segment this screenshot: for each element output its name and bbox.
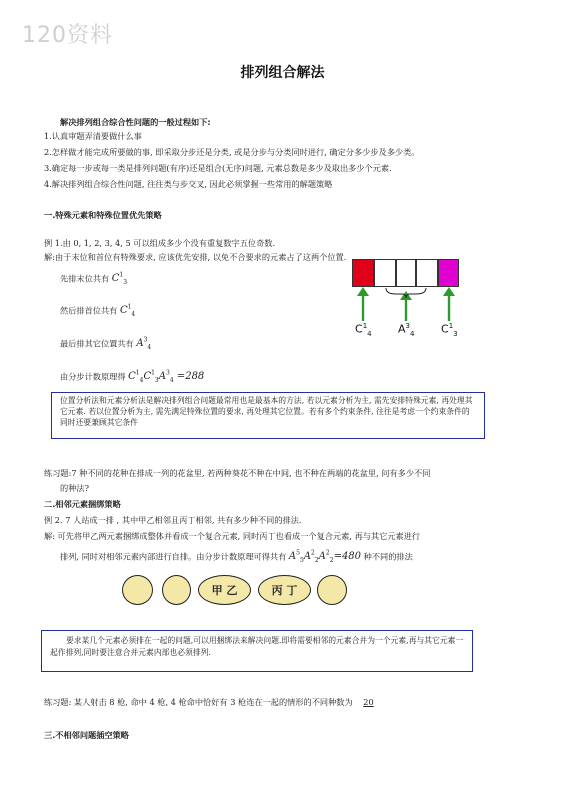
slot-last xyxy=(438,259,459,287)
oval-jia-yi: 甲 乙 xyxy=(198,575,251,605)
intro-step-4: 4.解决排列组合综合性问题, 往往类与步交叉, 因此必须掌握一些常用的解题策略 xyxy=(44,179,333,189)
step-4-result: =288 xyxy=(176,371,205,383)
step-4-formula: $C^1_4C^1_3A^3_4 =288$ xyxy=(128,370,205,385)
exercise-1-line-2: 的种法? xyxy=(60,483,89,493)
step-1-formula: $C^1_3$ xyxy=(111,272,128,287)
step-3-text xyxy=(60,335,151,353)
arrow-layer xyxy=(340,286,480,326)
example-1: 例 1.由 0, 1, 2, 3, 4, 5 可以组成多少个没有重复数字五位奇数. xyxy=(44,238,276,248)
arrow-first xyxy=(357,287,369,321)
step-1-text xyxy=(60,270,127,288)
tip-text-2: 要求某几个元素必须排在一起的问题,可以用捆绑法来解决问题.即将需要相邻的元素合并为一个元素,再与其它元素一起作排列,同时要注意合并元素内部也必须排列. xyxy=(50,636,464,657)
solution-2-formula: $A^5_5A^2_2A^2_2=480$ xyxy=(288,550,362,565)
oval-5 xyxy=(317,575,347,605)
exercise-2 xyxy=(44,697,382,708)
arrow-last xyxy=(443,287,455,321)
oval-1 xyxy=(122,575,153,605)
step-2-text xyxy=(60,302,135,320)
label-last: $C^1_3$ xyxy=(441,322,458,338)
step-1-label: 先排末位共有 xyxy=(60,273,110,284)
exercise-1-line-1: 练习题:7 种不同的花种在排成一列的花盆里, 若两种葵花不种在中间, 也不种在两端的花盆里, 问有多少不同 xyxy=(44,468,431,478)
solution-1: 解:由于末位和首位有特殊要求, 应该优先安排, 以免不合要求的元素占了这两个位置. xyxy=(44,252,347,262)
tip-box-2 xyxy=(41,630,473,672)
solution-2-tail: 种不同的排法 xyxy=(363,551,413,562)
section3-heading: 三.不相邻问题插空策略 xyxy=(44,730,129,740)
example-2: 例 2. 7 人站成一排 , 其中甲乙相邻且丙丁相邻, 共有多少种不同的排法. xyxy=(44,515,302,525)
slot-4 xyxy=(416,259,438,287)
step-3-formula: $A^3_4$ xyxy=(136,337,152,352)
intro-step-1: 1.认真审题弄清要做什么事 xyxy=(44,131,142,141)
step-2-formula: $C^1_4$ xyxy=(119,304,136,319)
exercise-2-text: 练习题: 某人射击 8 枪, 命中 4 枪, 4 枪命中恰好有 3 枪连在一起的情形的不同种数为 xyxy=(44,697,353,707)
label-middle: $A^3_4$ xyxy=(398,322,415,338)
section2-heading: 二.相邻元素捆绑策略 xyxy=(44,499,121,509)
intro-step-3: 3.确定每一步或每一类是排列问题(有序)还是组合(无序)问题, 元素总数是多少及取出多少个元素. xyxy=(44,163,392,173)
section1-heading: 一.特殊元素和特殊位置优先策略 xyxy=(44,210,162,220)
intro-step-2: 2.怎样做才能完成所要做的事, 即采取分步还是分类, 或是分步与分类同时进行, 确定分多少步及多少类。 xyxy=(44,147,420,157)
step-2-label: 然后排首位共有 xyxy=(60,305,118,316)
arrow-middle xyxy=(386,288,426,321)
step-3-label: 最后排其它位置共有 xyxy=(60,338,134,349)
slot-2 xyxy=(374,259,396,287)
solution-2-text: 排列, 同时对相邻元素内部进行自排。由分步计数原理可得共有 xyxy=(60,551,287,562)
tip-box-1 xyxy=(51,392,485,439)
solution-2-line-2 xyxy=(60,548,413,566)
exercise-2-answer: 20 xyxy=(363,697,374,707)
oval-2 xyxy=(162,575,191,605)
slot-first xyxy=(352,259,374,287)
tip-text-1: 位置分析法和元素分析法是解决排列组合问题最常用也是最基本的方法, 若以元素分析为主, 需先安排特殊元素, 再处理其它元素. 若以位置分析为主, 需先满足特殊位置的要求, 再处理其它位置。若有多个约束条件, 往往是考虑一个约束条件的同时还要兼顾其它条件 xyxy=(60,396,473,427)
watermark: 120资料 xyxy=(22,23,113,48)
page-title: 排列组合解法 xyxy=(240,65,325,81)
label-first: $C^1_4$ xyxy=(355,322,372,338)
oval-bing-ding: 丙 丁 xyxy=(258,575,311,605)
intro-heading: 解决排列组合综合性问题的一般过程如下: xyxy=(60,117,211,127)
solution-2-line-1: 解: 可先将甲乙两元素捆绑成整体并看成一个复合元素, 同时丙丁也看成一个复合元素, 再与其它元素进行 xyxy=(44,531,421,541)
step-4-text xyxy=(60,368,204,386)
slot-3 xyxy=(396,259,416,287)
step-4-label: 由分步计数原理得 xyxy=(60,371,126,382)
